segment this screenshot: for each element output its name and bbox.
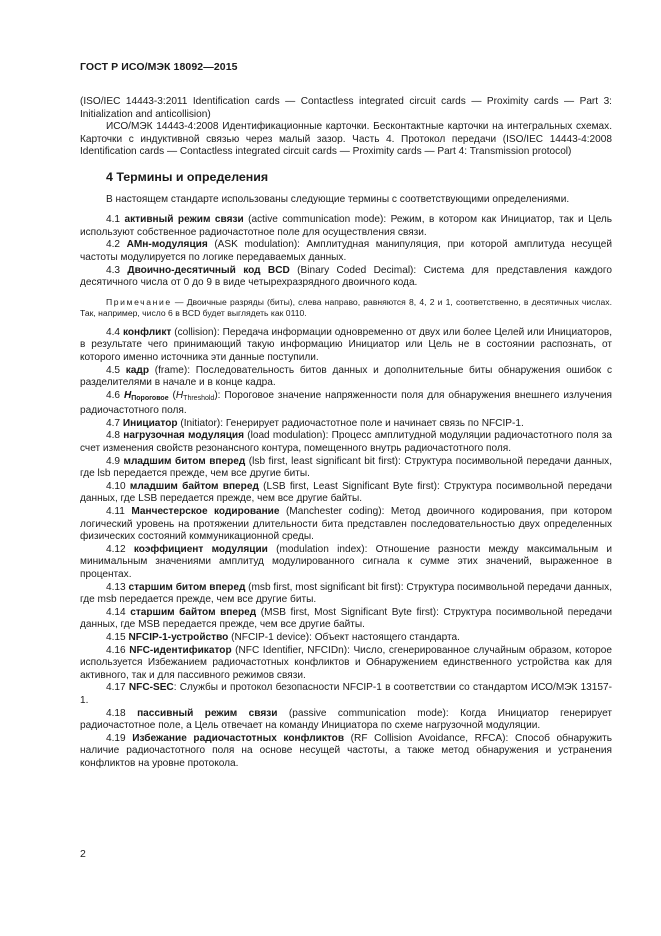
- term-definition: (LSB first, Least Significant Byte first): Структура посимвольной передачи данных, где LSB передается прежде, чем все другие байты.: [80, 480, 613, 505]
- term-name: старшим битом вперед: [128, 581, 246, 593]
- term-definition: (lsb first, least significant bit first): Структура посимвольной передачи данных, где lsb передается прежде, чем все другие биты.: [80, 455, 612, 480]
- term-name: NFCIP-1-устройство: [128, 631, 229, 643]
- term-4-10: [80, 481, 612, 506]
- term-4-12: [80, 544, 612, 582]
- note-label: Примечание: [106, 296, 172, 307]
- term-alt-symbol: H: [175, 389, 184, 401]
- term-name: коэффициент модуляции: [133, 543, 268, 555]
- term-name: Избежание радиочастотных конфликтов: [132, 732, 345, 744]
- term-number: 4.15: [106, 631, 129, 643]
- term-4-3: [80, 265, 612, 290]
- term-4-11: [80, 506, 612, 544]
- term-4-13: [80, 582, 612, 607]
- term-name: нагрузочная модуляция: [123, 430, 245, 442]
- term-number: 4.4: [106, 326, 123, 338]
- reference-paragraph: (ISO/IEC 14443-3:2011 Identification cards — Contactless integrated circuit cards — Proximity cards — Part 3: Initialization and anticollision): [80, 96, 612, 120]
- term-number: 4.3: [106, 264, 128, 276]
- term-name: старшим байтом вперед: [130, 606, 257, 618]
- term-4-7: [80, 418, 612, 431]
- term-number: 4.17: [106, 682, 129, 694]
- term-definition: (NFC Identifier, NFCIDn): Число, сгенерированное случайным образом, которое используется Избежанием радиочастотных конфликтов и Обнаружением единственного устройства как для активного, так и для пассивного режимов связи.: [80, 644, 612, 681]
- term-name: конфликт: [122, 326, 172, 338]
- term-definition: (NFCIP-1 device): Объект настоящего стандарта.: [228, 631, 460, 643]
- term-paren: (: [168, 389, 176, 401]
- term-definition: (Binary Coded Decimal): Система для представления каждого десятичного числа от 0 до 9 в виде четырехразрядного двоичного кода.: [80, 264, 612, 289]
- term-4-17: [80, 682, 612, 707]
- term-name: Двоично-десятичный код BCD: [127, 264, 290, 276]
- term-number: 4.11: [106, 506, 132, 518]
- term-number: 4.8: [106, 430, 124, 442]
- term-name: NFC-SEC: [128, 682, 174, 694]
- term-definition: (ASK modulation): Амплитудная манипуляция, при которой амплитуда несущей частоты модулируется по логике передаваемых данных.: [80, 239, 612, 263]
- term-definition: ): Пороговое значение напряженности поля для обнаружения внешнего излучения радиочастотного поля.: [80, 389, 613, 417]
- term-definition: (active communication mode): Режим, в котором как Инициатор, так и Цель используют собственное радиочастотное поле для осуществления связи.: [80, 214, 612, 238]
- term-number: 4.10: [106, 480, 130, 492]
- term-name: пассивный режим связи: [137, 707, 278, 719]
- term-4-1: [80, 214, 612, 239]
- term-number: 4.13: [106, 581, 129, 593]
- term-name: младшим байтом вперед: [129, 480, 259, 492]
- note: [80, 297, 612, 319]
- term-definition: : Службы и протокол безопасности NFCIP-1 в соответствии со стандартом ИСО/МЭК 13157-1.: [80, 682, 613, 706]
- term-name: АМн-модуляция: [126, 239, 208, 251]
- term-definition: (msb first, most significant bit first): Структура посимвольной передачи данных, где msb передается прежде, чем все другие биты.: [80, 581, 613, 606]
- term-4-8: [80, 430, 612, 455]
- term-4-18: [80, 708, 612, 733]
- term-definition: (collision): Передача информации одновременно от двух или более Целей или Инициаторов, в результате чего принимающий такую информацию Инициатор или Цель не в состоянии распознать, от которого именно источника эти данные поступили.: [80, 326, 612, 363]
- term-definition: (passive communication mode): Когда Инициатор генерирует радиочастотное поле, а Цель отвечает на команду Инициатора по схеме нагрузочной модуляции.: [80, 707, 613, 732]
- term-4-5: [80, 365, 612, 390]
- term-definition: (MSB first, Most Significant Byte first): Структура посимвольной передачи данных, где MSB передается прежде, чем все другие байты.: [80, 606, 613, 631]
- term-number: 4.1: [106, 214, 125, 226]
- term-definition: (RF Collision Avoidance, RFCA): Способ обнаружить наличие радиочастотного поля на основе несущей частоты, а также метод обнаружения и устранения конфликтов на уровне протокола.: [80, 732, 612, 769]
- term-alt-subscript: Threshold: [183, 394, 215, 402]
- term-number: 4.14: [106, 606, 131, 618]
- document-body: [80, 96, 612, 771]
- term-4-4: [80, 327, 612, 365]
- term-4-2: [80, 239, 612, 264]
- term-4-14: [80, 607, 612, 632]
- term-definition: (load modulation): Процесс амплитудной модуляции радиочастотного поля за счет изменения свойств резонансного контура, помещенного внутрь радиочастотного поля.: [80, 430, 612, 455]
- document-header: ГОСТ Р ИСО/МЭК 18092—2015: [80, 61, 238, 73]
- spacer: [80, 206, 612, 214]
- section-intro: В настоящем стандарте использованы следующие термины с соответствующими определениями.: [106, 193, 570, 205]
- term-name: Манчестерское кодирование: [131, 506, 280, 518]
- term-number: 4.7: [106, 417, 123, 429]
- term-name: NFC-идентификатор: [129, 644, 232, 656]
- term-4-6: [80, 390, 612, 418]
- term-name: младшим битом вперед: [123, 455, 246, 467]
- term-definition: (modulation index): Отношение разности между максимальным и минимальным значениями амплитуд модулированного сигнала к сумме этих значений, выраженное в процентах.: [80, 543, 613, 580]
- term-number: 4.16: [106, 644, 130, 656]
- section-heading: 4 Термины и определения: [106, 169, 269, 184]
- term-number: 4.5: [106, 364, 126, 376]
- term-name: кадр: [125, 364, 149, 376]
- term-number: 4.19: [106, 732, 133, 744]
- term-symbol-subscript: Пороговое: [131, 394, 169, 402]
- term-number: 4.2: [106, 239, 127, 251]
- term-number: 4.18: [106, 707, 138, 719]
- term-definition: (frame): Последовательность битов данных и дополнительные биты обнаружения ошибок с разделителями в начале и в конце кадра.: [80, 364, 612, 389]
- page-number: 2: [80, 848, 86, 860]
- term-4-15: [80, 632, 612, 645]
- reference-paragraph: ИСО/МЭК 14443-4:2008 Идентификационные карточки. Бесконтактные карточки на интегральных схемах. Карточки с индуктивной связью через малый зазор. Часть 4. Протокол передачи (ISO/IEC 14443-4:2008 Identification cards — Contactless integrated circuit cards — Proximity cards — Part 4: Transmission protocol): [80, 121, 612, 158]
- term-name: Инициатор: [122, 417, 178, 429]
- term-number: 4.12: [106, 543, 134, 555]
- term-4-9: [80, 456, 612, 481]
- term-name: активный режим связи: [124, 214, 244, 226]
- term-definition: (Initiator): Генерирует радиочастотное поле и начинает связь по NFCIP-1.: [177, 417, 524, 429]
- term-4-19: [80, 733, 612, 771]
- note-text: — Двоичные разряды (биты), слева направо, равняются 8, 4, 2 и 1, соответственно, в десятичных числах. Так, например, число 6 в BCD будет выглядеть как 0110.: [80, 296, 612, 318]
- term-number: 4.6: [106, 389, 124, 401]
- term-definition: (Manchester coding): Метод двоичного кодирования, при котором логический уровень на протяжении длительности бита представлен последовательностью двух определенных физических состояний коммуникационной среды.: [80, 506, 613, 543]
- term-number: 4.9: [106, 455, 124, 467]
- term-4-16: [80, 645, 612, 683]
- term-symbol: H: [123, 389, 132, 401]
